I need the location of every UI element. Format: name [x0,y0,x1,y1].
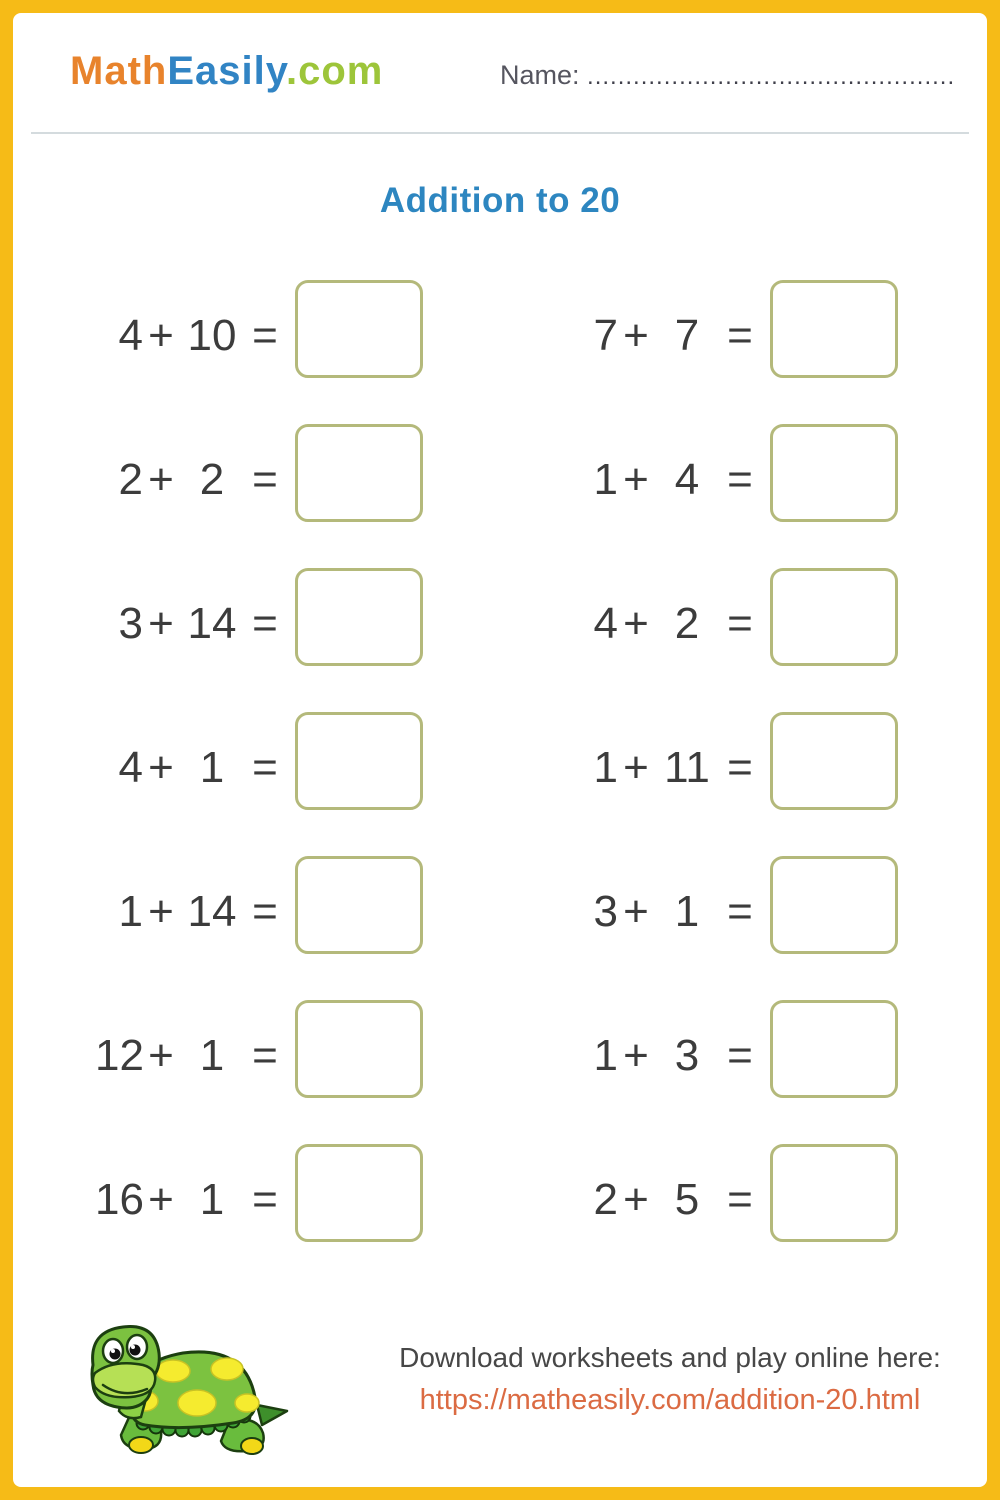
problem-row [570,712,898,809]
name-fill-line: ................................................ [587,63,956,90]
plus-sign: + [623,598,649,648]
footer-text-block [350,1342,990,1417]
operand-b: 7 [674,310,700,360]
logo-part-easily: Easily [167,49,287,93]
operand-a: 2 [593,1174,618,1224]
operand-b: 3 [674,1030,700,1080]
equals-sign: = [727,310,753,360]
answer-box[interactable] [770,712,898,810]
equals-sign: = [252,310,278,360]
operand-a: 1 [118,886,143,936]
problem-row [570,856,898,953]
plus-sign: + [623,310,649,360]
answer-box[interactable] [770,856,898,954]
answer-box[interactable] [295,1000,423,1098]
operand-b: 2 [199,454,225,504]
operand-a: 3 [118,598,143,648]
answer-box[interactable] [295,280,423,378]
operand-a: 12 [95,1030,144,1080]
operand-a: 4 [118,310,143,360]
header-divider [31,132,969,134]
operand-b: 11 [664,742,710,792]
equation [570,1031,760,1081]
equation [570,743,760,793]
operand-a: 1 [593,1030,618,1080]
plus-sign: + [148,742,174,792]
plus-sign: + [623,886,649,936]
worksheet-title: Addition to 20 [379,181,621,220]
answer-box[interactable] [770,280,898,378]
equation [570,455,760,505]
equals-sign: = [727,886,753,936]
plus-sign: + [148,1030,174,1080]
equals-sign: = [252,886,278,936]
equation [95,1031,285,1081]
operand-b: 14 [187,598,237,648]
equals-sign: = [727,1174,753,1224]
operand-b: 5 [674,1174,700,1224]
equals-sign: = [252,598,278,648]
answer-box[interactable] [770,1144,898,1242]
equals-sign: = [727,742,753,792]
operand-b: 2 [674,598,700,648]
answer-box[interactable] [770,424,898,522]
operand-b: 10 [187,310,237,360]
operand-a: 2 [118,454,143,504]
footer-caption: Download worksheets and play online here: [399,1342,941,1373]
equation [570,1175,760,1225]
problem-row [95,1000,423,1097]
operand-a: 7 [593,310,618,360]
equation [95,455,285,505]
equation [95,599,285,649]
equation [95,743,285,793]
problem-row [95,568,423,665]
plus-sign: + [148,454,174,504]
problems-column-left [95,280,423,1241]
plus-sign: + [623,1030,649,1080]
answer-box[interactable] [295,1144,423,1242]
problem-row [570,1144,898,1241]
equation [95,311,285,361]
operand-a: 16 [95,1174,144,1224]
equals-sign: = [727,598,753,648]
answer-box[interactable] [770,1000,898,1098]
worksheet-link[interactable]: https://matheasily.com/addition-20.html [419,1384,921,1416]
operand-a: 4 [118,742,143,792]
problem-row [95,1144,423,1241]
plus-sign: + [148,310,174,360]
problem-row [95,424,423,521]
operand-a: 4 [593,598,618,648]
plus-sign: + [623,1174,649,1224]
equals-sign: = [252,1030,278,1080]
equals-sign: = [727,1030,753,1080]
equals-sign: = [252,454,278,504]
equals-sign: = [252,1174,278,1224]
turtle-icon [79,1313,294,1463]
logo-part-math: Math [70,49,168,93]
answer-box[interactable] [295,712,423,810]
problem-row [95,856,423,953]
equation [95,1175,285,1225]
operand-b: 4 [674,454,700,504]
operand-a: 3 [593,886,618,936]
plus-sign: + [623,742,649,792]
name-field-row [500,60,955,91]
equals-sign: = [727,454,753,504]
problem-row [570,1000,898,1097]
equation [570,887,760,937]
name-label: Name: [500,60,580,90]
answer-box[interactable] [295,856,423,954]
equation [570,311,760,361]
plus-sign: + [148,886,174,936]
site-logo [70,49,383,94]
equation [570,599,760,649]
answer-box[interactable] [295,568,423,666]
problem-row [570,424,898,521]
operand-b: 1 [199,742,225,792]
plus-sign: + [148,598,174,648]
worksheet-sheet [13,13,987,1487]
operand-b: 1 [674,886,700,936]
operand-a: 1 [593,742,618,792]
problem-row [95,712,423,809]
operand-a: 1 [593,454,618,504]
operand-b: 1 [199,1030,225,1080]
operand-b: 1 [199,1174,225,1224]
equation [95,887,285,937]
plus-sign: + [148,1174,174,1224]
answer-box[interactable] [770,568,898,666]
plus-sign: + [623,454,649,504]
answer-box[interactable] [295,424,423,522]
problems-column-right [570,280,898,1241]
problem-row [570,280,898,377]
problem-row [570,568,898,665]
operand-b: 14 [187,886,237,936]
logo-part-com: .com [286,49,384,93]
problem-row [95,280,423,377]
equals-sign: = [252,742,278,792]
